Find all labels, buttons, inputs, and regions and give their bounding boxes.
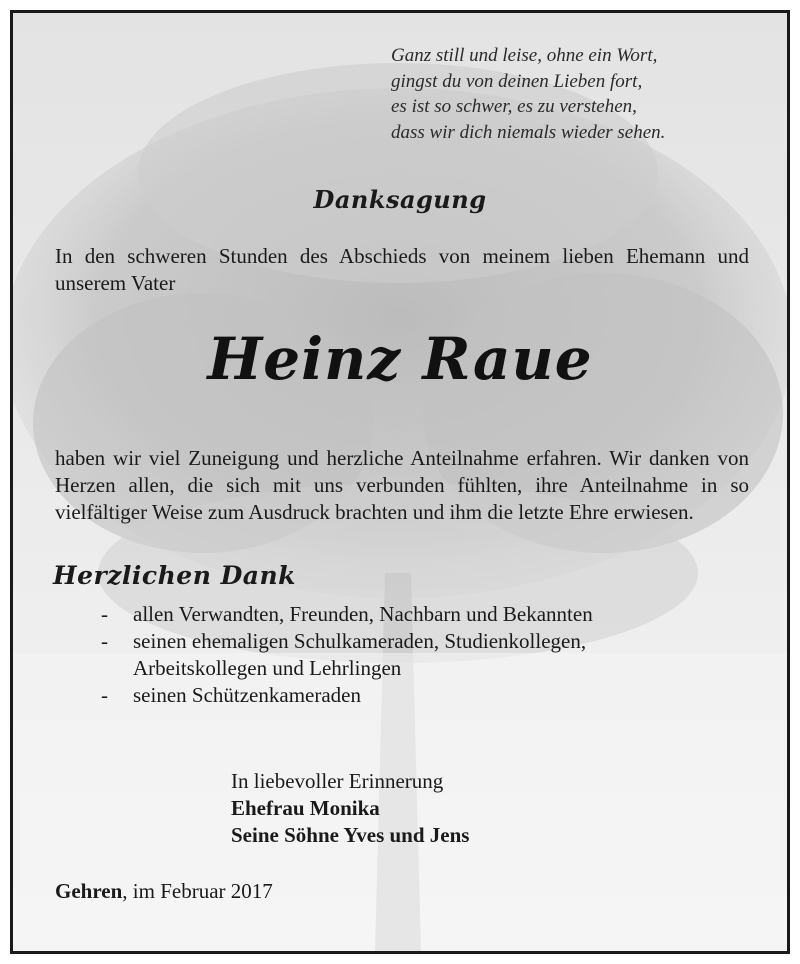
list-item-text: allen Verwandten, Freunden, Nachbarn und Bekannten: [133, 602, 593, 626]
poem: [391, 43, 665, 145]
list-dash: -: [101, 683, 108, 707]
sons-signature: Seine Söhne Yves und Jens: [231, 823, 470, 847]
wife-signature: Ehefrau Monika: [231, 796, 380, 820]
deceased-name: Heinz Raue: [207, 325, 593, 393]
list-item: [101, 601, 593, 628]
place-date: [55, 878, 273, 905]
list-item-text: Arbeitskollegen und Lehrlingen: [133, 656, 402, 680]
poem-line: es ist so schwer, es zu verstehen,: [391, 96, 637, 117]
closing-block: [231, 768, 469, 849]
poem-line: dass wir dich niemals wieder sehen.: [391, 121, 666, 143]
poem-line: Ganz still und leise, ohne ein Wort,: [391, 45, 658, 66]
list-item: [101, 682, 593, 709]
body-paragraph: haben wir viel Zuneigung und herzliche Anteilnahme erfahren. Wir danken von Herzen allen, die sich mit uns verbunden fühlten, ihre Anteilnahme in so vielfältiger Weise zum Ausdruck brachten und ihm die letzte Ehre erwiesen.: [55, 446, 749, 524]
list-dash: -: [101, 629, 108, 653]
content-layer: [13, 13, 787, 951]
intro-paragraph: In den schweren Stunden des Abschieds von meinem lieben Ehemann und unserem Vater: [55, 244, 749, 295]
thanks-heading: Herzlichen Dank: [53, 561, 296, 590]
list-dash: -: [101, 602, 108, 626]
list-item-text: seinen ehemaligen Schulkameraden, Studienkollegen,: [133, 629, 587, 653]
list-item-continuation: [101, 655, 593, 682]
obituary-card: [10, 10, 790, 954]
poem-line: gingst du von deinen Lieben fort,: [391, 70, 643, 92]
list-item: [101, 628, 593, 655]
place: Gehren: [55, 879, 123, 903]
thanks-list: [101, 601, 593, 709]
memory-line: In liebevoller Erinnerung: [231, 769, 444, 793]
date-text: , im Februar 2017: [122, 879, 273, 903]
danksagung-heading: Danksagung: [313, 185, 487, 214]
list-item-text: seinen Schützenkameraden: [133, 683, 361, 707]
